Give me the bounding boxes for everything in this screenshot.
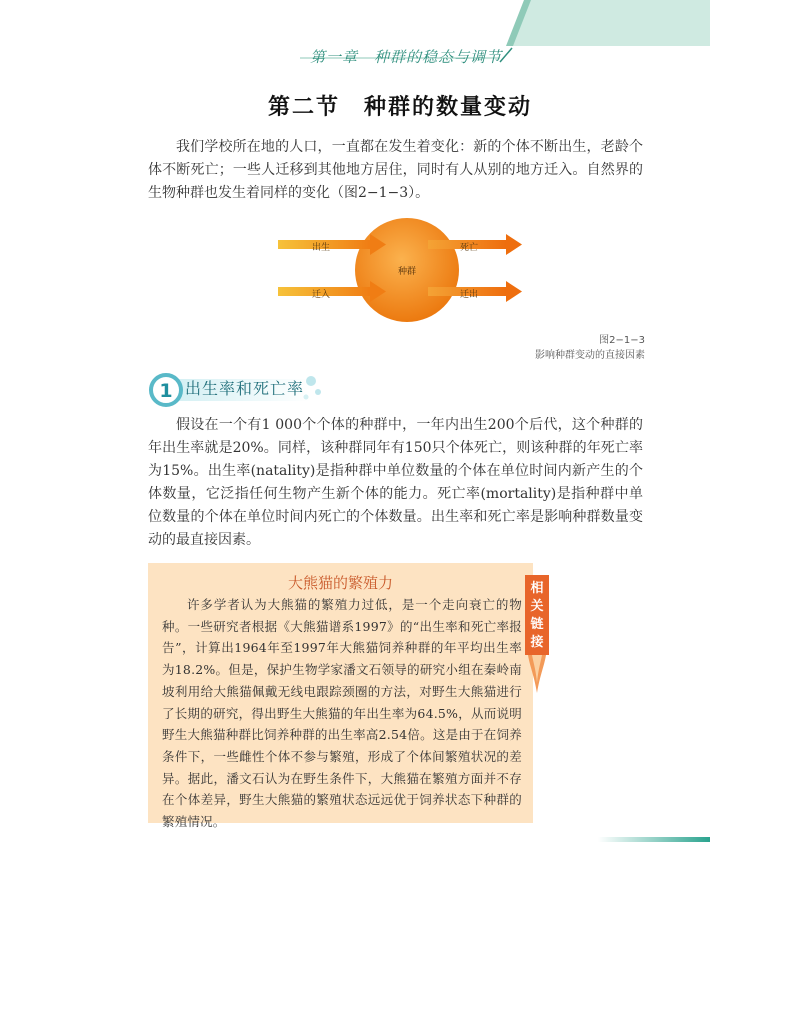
- footer-bar: [598, 836, 710, 844]
- related-link-tab-label: 相关链接: [530, 581, 544, 650]
- subsection-number: 1: [159, 380, 173, 402]
- subsection-title: 出生率和死亡率: [185, 379, 305, 398]
- figure-number: 图2−1−3: [599, 335, 645, 346]
- emigration-label: 迁出: [460, 290, 479, 300]
- related-link-title: 大熊猫的繁殖力: [287, 574, 393, 592]
- population-label: 种群: [397, 267, 417, 277]
- related-link-body: 许多学者认为大熊猫的繁殖力过低，是一个走向衰亡的物种。一些研究者根据《大熊猫谱系1997》的“出生率和死亡率报告”，计算出1964年至1997年大熊猫饲养种群的年平均出生率为18.2%。但是，保护生物学家潘文石领导的研究小组在秦岭南坡利用给大熊猫佩戴无线电跟踪颈圈的方法，对野生大熊猫进行了长期的研究，得出野生大熊猫的年出生率为64.5%，从而说明野生大熊猫种群比饲养种群的出生率高2.54倍。这是由于在饲养条件下，一些雌性个体不参与繁殖，形成了个体间繁殖状况的差异。据此，潘文石认为在野生条件下，大熊猫在繁殖方面并不存在个体差异，野生大熊猫的繁殖状态远远优于饲养状态下种群的繁殖情况。: [162, 597, 522, 830]
- death-label: 死亡: [460, 243, 479, 253]
- intro-paragraph: 我们学校所在地的人口，一直都在发生着变化：新的个体不断出生，老龄个体不断死亡；一些人迁移到其他地方居住，同时有人从别的地方迁入。自然界的生物种群也发生着同样的变化（图2−1−3）。: [148, 139, 643, 201]
- birth-label: 出生: [312, 243, 331, 253]
- section-title: 第二节 种群的数量变动: [267, 95, 532, 120]
- chapter-title: 第一章 种群的稳态与调节: [310, 48, 503, 66]
- population-factors-diagram: [270, 215, 530, 325]
- figure-caption: [420, 333, 645, 363]
- immigration-label: 迁入: [312, 290, 331, 300]
- figure-caption-text: 影响种群变动的直接因素: [535, 350, 645, 361]
- birth-death-paragraph: 假设在一个有1 000个个体的种群中，一年内出生200个后代，这个种群的年出生率就是20%。同样，该种群同年有150只个体死亡，则该种群的年死亡率为15%。出生率(natality)是指种群中单位数量的个体在单位时间内新产生的个体数量，它泛指任何生物产生新个体的能力。死亡率(mortality)是指种群中单位数量的个体在单位时间内死亡的个体数量。出生率和死亡率是影响种群数量变动的最直接因素。: [148, 417, 643, 548]
